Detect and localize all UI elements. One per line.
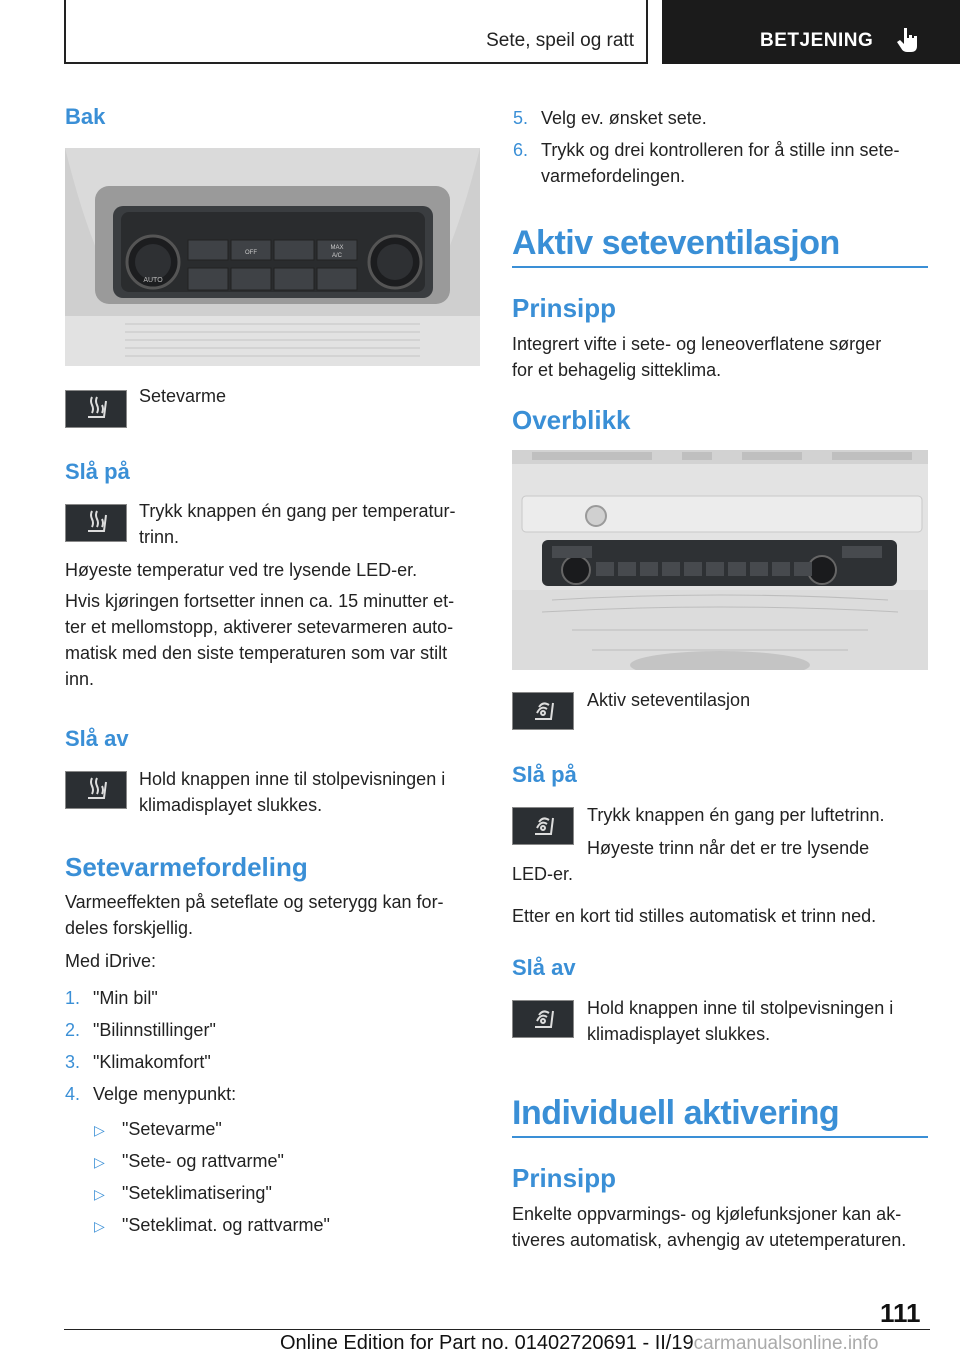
right-off-text-l1: Hold knappen inne til stolpevisningen i: [587, 998, 894, 1018]
dist-heading: Setevarmefordeling: [65, 852, 308, 882]
step-number: 6.: [513, 140, 529, 160]
step-text: Trykk og drei kontrolleren for å stille inn sete-: [541, 140, 900, 160]
sub-item-text: "Setevarme": [122, 1119, 222, 1139]
sub-item: [94, 1180, 272, 1207]
sub-item-text: "Sete- og rattvarme": [122, 1151, 284, 1171]
principle-text-l1: Integrert vifte i sete- og leneoverflatene sørger: [512, 334, 882, 354]
overview-heading: Overblikk: [512, 405, 631, 435]
step-text: "Min bil": [93, 988, 158, 1008]
triangle-bullet-icon: ▷: [94, 1122, 105, 1138]
header-section-title: Sete, speil og ratt: [486, 30, 634, 51]
sub-item: [94, 1148, 284, 1175]
step-text: "Bilinnstillinger": [93, 1020, 216, 1040]
bak-heading: Bak: [65, 104, 106, 129]
step-number: 5.: [513, 108, 529, 128]
indiv-principle-heading: Prinsipp: [512, 1163, 617, 1193]
max-label: MAX: [330, 245, 344, 251]
principle-heading: Prinsipp: [512, 293, 617, 323]
step-item: [513, 105, 707, 131]
page-number: 111: [880, 1298, 921, 1328]
seat-vent-icon: [512, 692, 574, 730]
seat-heat-icon: [65, 771, 127, 809]
left-on-instruction-l1: Trykk knappen én gang per temperatur-: [139, 501, 456, 521]
front-climate-panel-photo: [512, 450, 928, 670]
header-section-box: [64, 0, 648, 64]
max-temp-text: Høyeste temperatur ved tre lysende LED-er.: [65, 560, 418, 580]
step-item: [65, 1081, 237, 1107]
step6-text-l2: varmefordelingen.: [541, 166, 686, 186]
step-number: 3.: [65, 1052, 81, 1072]
right-on-heading: Slå på: [512, 762, 577, 787]
step-number: 4.: [65, 1084, 81, 1104]
idrive-text: Med iDrive:: [65, 951, 157, 971]
right-off-heading: Slå av: [512, 955, 576, 980]
auto-text-l2: ter et mellomstopp, aktiverer setevarmeren auto-: [65, 617, 454, 637]
step-text: Velg ev. ønsket sete.: [541, 108, 707, 128]
dist-text-l1: Varmeeffekten på seteflate og seterygg kan for-: [65, 892, 444, 912]
auto-text-l4: inn.: [65, 669, 95, 689]
left-off-heading: Slå av: [65, 726, 129, 751]
header-chapter-box: [662, 0, 960, 64]
rear-climate-panel-photo: [65, 148, 480, 366]
sub-item-text: "Seteklimat. og rattvarme": [122, 1215, 330, 1235]
indiv-text-l2: tiveres automatisk, avhengig av utetemperaturen.: [512, 1230, 907, 1250]
step-item: [513, 137, 900, 163]
step-text: Velge menypunkt:: [93, 1084, 237, 1104]
step-item: [65, 985, 158, 1011]
left-on-instruction-l2: trinn.: [139, 527, 180, 547]
right-max-text-l2: LED-er.: [512, 864, 574, 884]
seat-heat-icon: [65, 390, 127, 428]
header-chapter-title: BETJENING: [760, 30, 874, 51]
step-text: "Klimakomfort": [93, 1052, 211, 1072]
seat-vent-icon: [512, 1000, 574, 1038]
vent-caption: Aktiv seteventilasjon: [587, 690, 751, 710]
edition-label: Online Edition for Part no. 01402720691 - II/19: [280, 1332, 694, 1354]
step-number: 2.: [65, 1020, 81, 1040]
auto-down-text: Etter en kort tid stilles automatisk et trinn ned.: [512, 906, 877, 926]
left-off-text-l1: Hold knappen inne til stolpevisningen i: [139, 769, 446, 789]
footer-rule: [64, 1329, 930, 1330]
left-on-heading: Slå på: [65, 459, 130, 484]
seat-heat-caption: Setevarme: [139, 386, 227, 406]
auto-text-l3: matisk med den siste temperaturen som var stilt: [65, 643, 448, 663]
sub-item: [94, 1212, 330, 1239]
principle-text-l2: for et behagelig sitteklima.: [512, 360, 722, 380]
ac-label: A/C: [331, 253, 343, 259]
auto-label: AUTO: [143, 277, 163, 284]
right-max-text-l1: Høyeste trinn når det er tre lysende: [587, 838, 870, 858]
seat-vent-icon: [512, 807, 574, 845]
indiv-text-l1: Enkelte oppvarmings- og kjølefunksjoner kan ak-: [512, 1204, 902, 1224]
title-rule: [512, 266, 928, 268]
watermark: carmanualsonline.info: [693, 1333, 879, 1354]
hand-pointer-icon: [895, 26, 921, 54]
dist-text-l2: deles forskjellig.: [65, 918, 194, 938]
sub-item: [94, 1116, 222, 1143]
step-number: 1.: [65, 988, 81, 1008]
off-label: OFF: [245, 250, 257, 256]
triangle-bullet-icon: ▷: [94, 1154, 105, 1170]
triangle-bullet-icon: ▷: [94, 1186, 105, 1202]
step-item: [65, 1017, 216, 1043]
vent-title: Aktiv seteventilasjon: [512, 224, 840, 262]
triangle-bullet-icon: ▷: [94, 1218, 105, 1234]
title-rule: [512, 1136, 928, 1138]
auto-text-l1: Hvis kjøringen fortsetter innen ca. 15 minutter et-: [65, 591, 455, 611]
right-on-instruction: Trykk knappen én gang per luftetrinn.: [587, 805, 885, 825]
left-off-text-l2: klimadisplayet slukkes.: [139, 795, 323, 815]
sub-item-text: "Seteklimatisering": [122, 1183, 272, 1203]
right-off-text-l2: klimadisplayet slukkes.: [587, 1024, 771, 1044]
step-item: [65, 1049, 211, 1075]
edition-text: [280, 1332, 878, 1355]
seat-heat-icon: [65, 504, 127, 542]
indiv-title: Individuell aktivering: [512, 1094, 840, 1132]
